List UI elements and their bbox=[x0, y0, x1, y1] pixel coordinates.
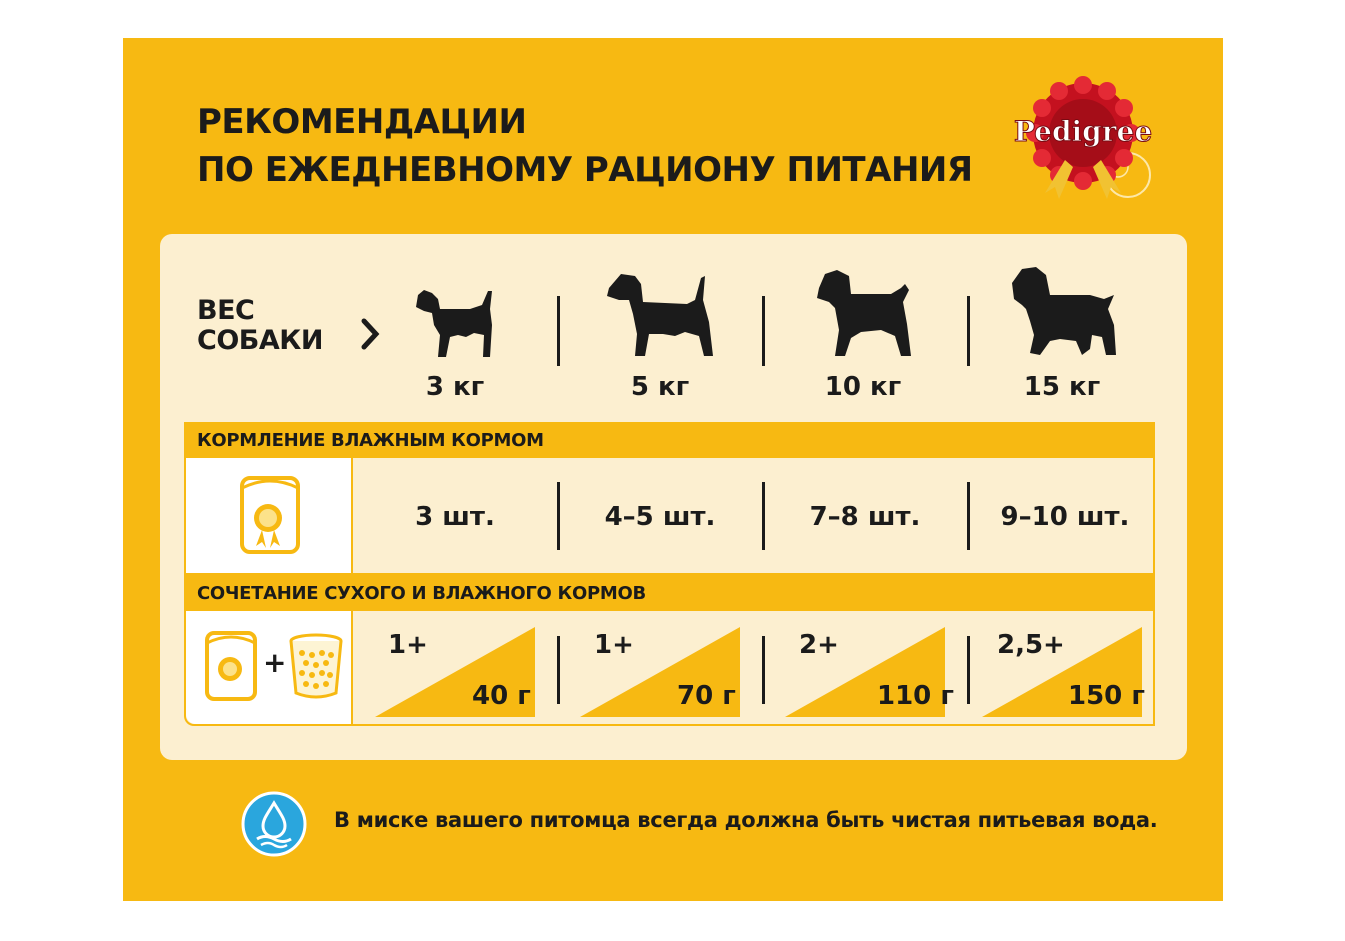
small-dog-icon bbox=[410, 285, 500, 360]
water-drop-icon bbox=[241, 791, 307, 857]
wet-feeding-icon-cell bbox=[186, 458, 353, 573]
weight-label-line-2: СОБАКИ bbox=[197, 325, 323, 356]
pouch-count: 1+ bbox=[594, 630, 634, 660]
wet-portion: 3 шт. bbox=[415, 502, 495, 532]
brand-name: Pedigree bbox=[1013, 115, 1153, 148]
wet-feeding-header bbox=[184, 422, 1155, 458]
weight-value: 15 кг bbox=[1023, 372, 1101, 402]
chevron-right-icon bbox=[360, 318, 382, 350]
title-line-1: РЕКОМЕНДАЦИИ bbox=[197, 102, 527, 142]
dry-food-grams: 150 г bbox=[1068, 681, 1145, 711]
dog-weight-label bbox=[197, 296, 323, 356]
spaniel-dog-icon bbox=[1010, 265, 1120, 360]
dry-food-cup-icon bbox=[288, 633, 344, 701]
mixed-feeding-icon-cell bbox=[186, 611, 353, 724]
plus-sign: + bbox=[263, 646, 287, 679]
title-line-2: ПО ЕЖЕДНЕВНОМУ РАЦИОНУ ПИТАНИЯ bbox=[197, 150, 973, 190]
water-note: В миске вашего питомца всегда должна быть чистая питьевая вода. bbox=[334, 808, 1158, 832]
wet-portion: 9–10 шт. bbox=[1000, 502, 1130, 532]
column-divider bbox=[967, 296, 970, 366]
column-divider bbox=[762, 482, 765, 550]
wet-portion: 7–8 шт. bbox=[809, 502, 921, 532]
page-title bbox=[197, 98, 973, 194]
column-divider bbox=[557, 482, 560, 550]
weight-value: 10 кг bbox=[824, 372, 902, 402]
column-divider bbox=[762, 296, 765, 366]
mixed-feeding-header bbox=[184, 575, 1155, 611]
weight-label-line-1: ВЕС bbox=[197, 295, 255, 326]
dry-food-grams: 40 г bbox=[472, 681, 531, 711]
dry-food-grams: 70 г bbox=[677, 681, 736, 711]
pouch-count: 2,5+ bbox=[997, 630, 1065, 660]
pouch-count: 2+ bbox=[799, 630, 839, 660]
weight-value: 3 кг bbox=[425, 372, 485, 402]
wet-portion: 4–5 шт. bbox=[604, 502, 716, 532]
column-divider bbox=[557, 636, 560, 704]
column-divider bbox=[967, 482, 970, 550]
column-divider bbox=[762, 636, 765, 704]
pouch-count: 1+ bbox=[388, 630, 428, 660]
column-divider bbox=[967, 636, 970, 704]
wet-feeding-title: КОРМЛЕНИЕ ВЛАЖНЫМ КОРМОМ bbox=[197, 430, 544, 451]
large-dog-icon bbox=[815, 268, 915, 360]
dry-food-grams: 110 г bbox=[877, 681, 954, 711]
mixed-feeding-title: СОЧЕТАНИЕ СУХОГО И ВЛАЖНОГО КОРМОВ bbox=[197, 583, 646, 604]
pouch-icon bbox=[238, 472, 304, 558]
weight-value: 5 кг bbox=[630, 372, 690, 402]
pedigree-logo bbox=[1003, 75, 1173, 205]
pouch-icon bbox=[204, 629, 260, 703]
medium-dog-icon bbox=[605, 270, 720, 360]
column-divider bbox=[557, 296, 560, 366]
